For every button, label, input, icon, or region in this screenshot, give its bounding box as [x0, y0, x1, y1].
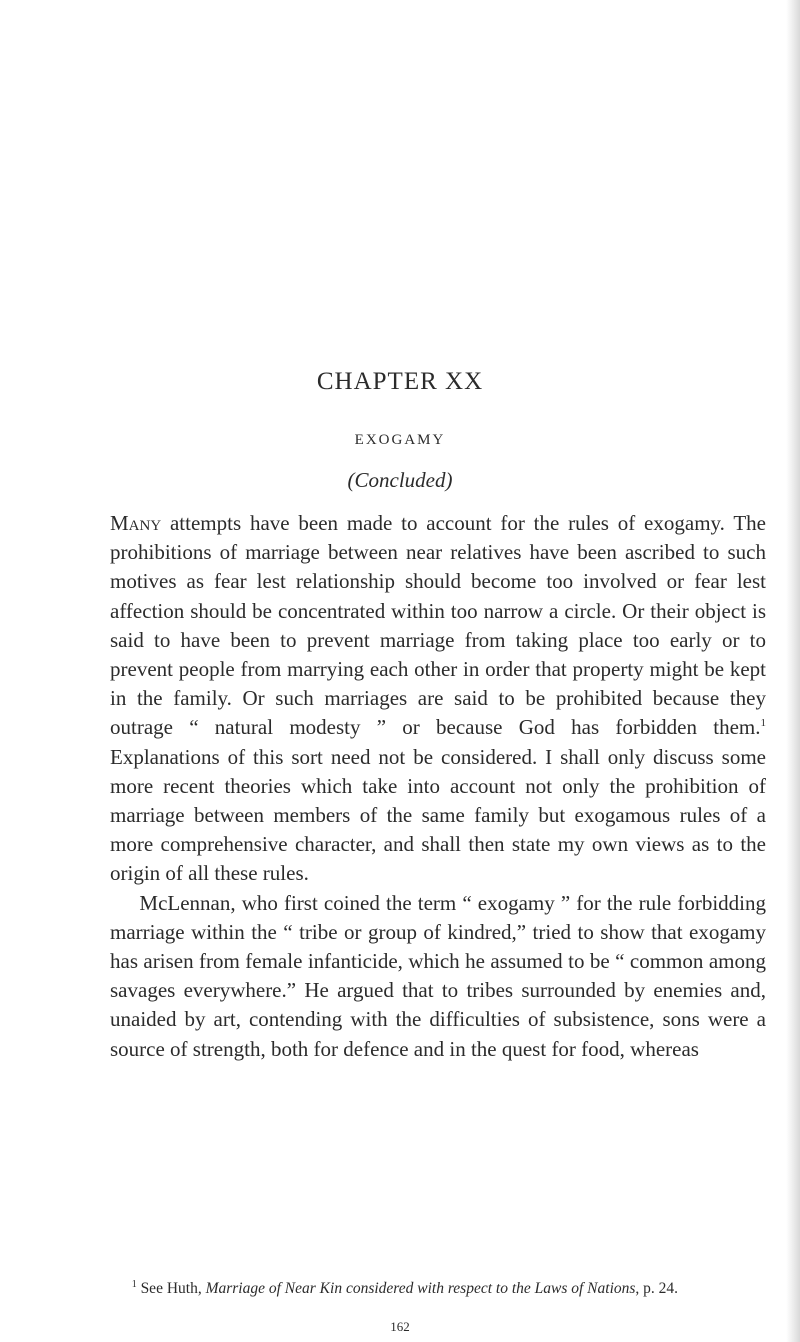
section-title: EXOGAMY — [354, 432, 446, 448]
footnote — [110, 1278, 766, 1299]
page-edge-shadow — [786, 0, 800, 1342]
section-subtitle: (Concluded) — [347, 468, 453, 492]
body-text — [110, 509, 766, 1064]
footnote-marker: 1 — [131, 1279, 137, 1290]
paragraph-1-text-continued: Explanations of this sort need not be considered. I shall only discuss some more recent theories which take into account not only the prohibition of marriage between members of the same family but exogamous rules of a more comprehensive character, and shall then state my own views as to the origin of all these rules. — [110, 744, 766, 886]
paragraph-1 — [110, 509, 766, 889]
footnote-suffix: , p. 24. — [635, 1280, 679, 1297]
footnote-prefix: See Huth, — [136, 1280, 206, 1297]
paragraph-2: McLennan, who first coined the term “ exogamy ” for the rule forbidding marriage within the “ tribe or group of kindred,” tried to show that exogamy has arisen from female infanticide, which he assumed to be “ common among savages everywhere.” He argued that to tribes surrounded by enemies and, unaided by art, contending with the difficulties of subsistence, sons were a source of strength, both for defence and in the quest for food, whereas — [110, 890, 766, 1061]
footnote-reference: 1 — [760, 717, 766, 730]
page-number: 162 — [390, 1319, 410, 1334]
paragraph-lead-word: Many — [110, 511, 162, 535]
footnote-cited-title: Marriage of Near Kin considered with respect to the Laws of Nations — [205, 1280, 636, 1297]
paragraph-1-text: attempts have been made to account for the rules of exogamy. The prohibitions of marriage between near relatives have been ascribed to such motives as fear lest relationship should become too involved or fear lest affection should be concentrated within too narrow a circle. Or their object is said to have been to prevent marriage from taking place too early or to prevent people from marrying each other in order that property might be kept in the family. Or such marriages are said to be prohibited because they outrage “ natural modesty ” or because God has forbidden them. — [110, 511, 766, 740]
chapter-title: CHAPTER XX — [316, 368, 484, 395]
